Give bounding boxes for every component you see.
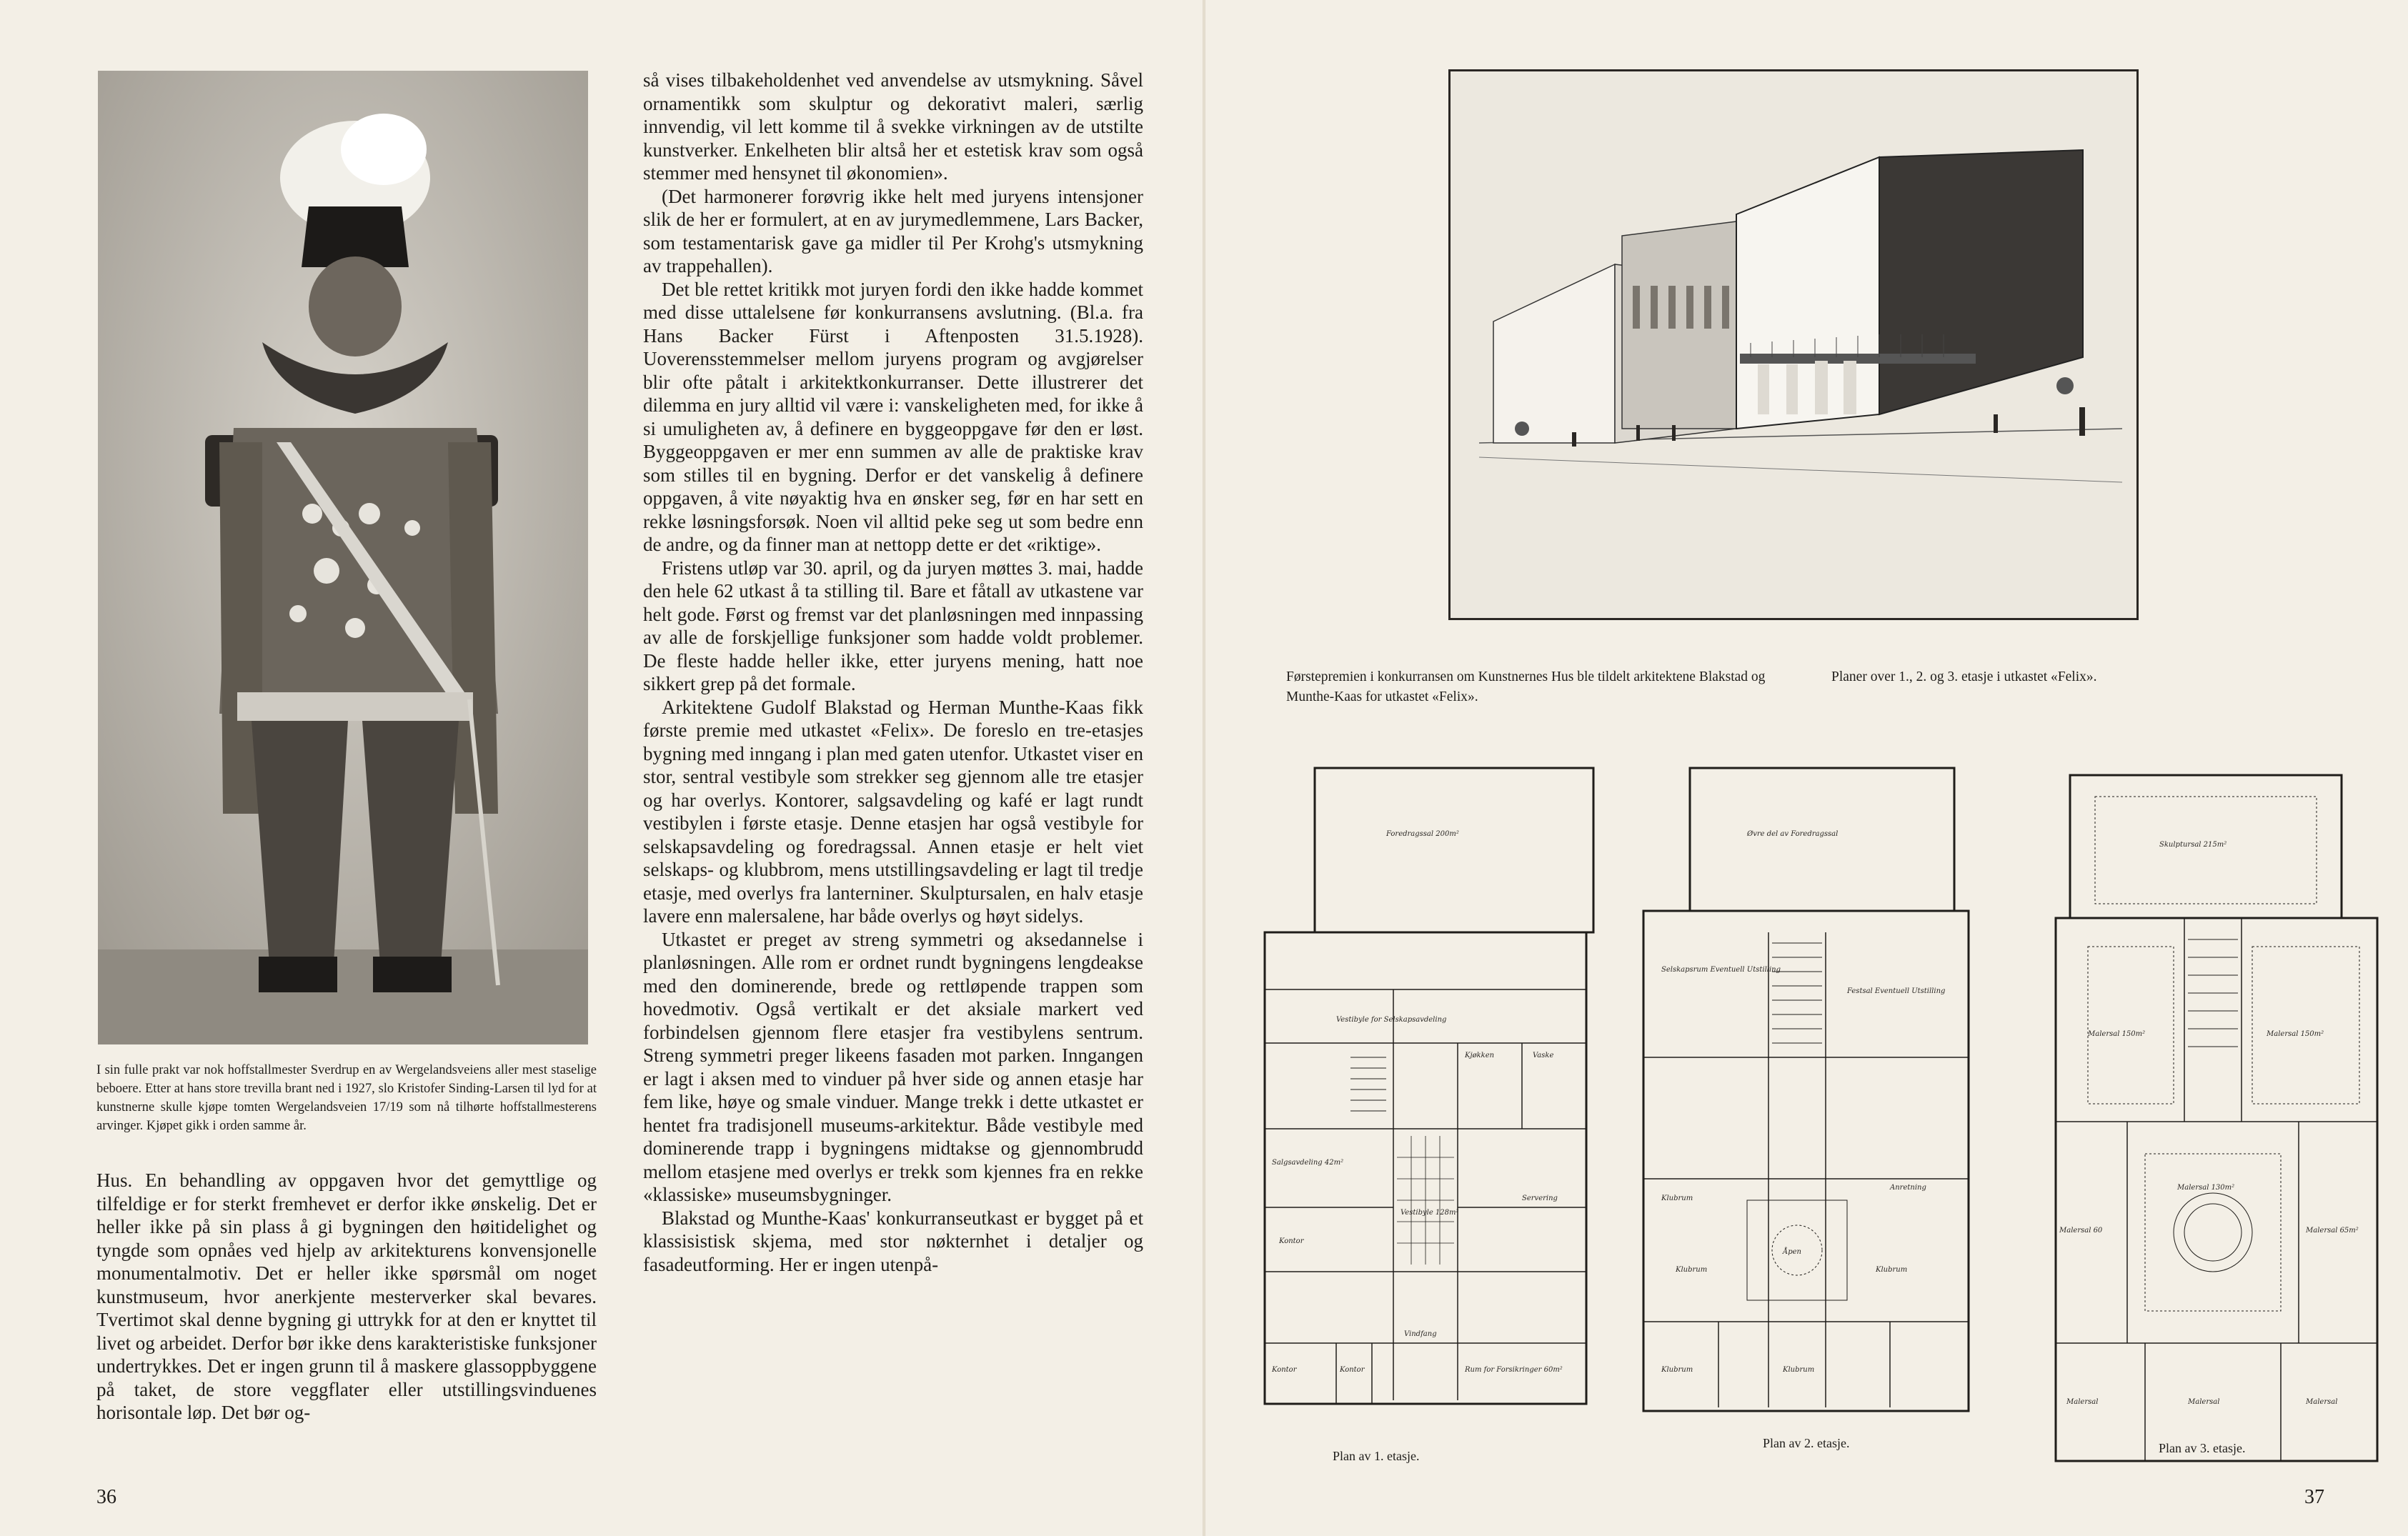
plan2-klubrum2-label: Klubrum	[1676, 1266, 1708, 1274]
plan1-kontor3-label: Kontor	[1340, 1366, 1365, 1374]
plan3-malersal4-label: Malersal 65m²	[2306, 1227, 2359, 1235]
column2-paragraph: Blakstad og Munthe-Kaas' konkurranseutkast er bygget på et klassisistisk skjema, med stor nøkternhet i detaljer og fasadeutforming. Her er ingen utenpå-	[643, 1207, 1143, 1275]
floor-plan-3	[2045, 768, 2388, 1475]
plan1-rum-label: Rum for Forsikringer 60m²	[1465, 1366, 1563, 1374]
photo-caption-text: I sin fulle prakt var nok hoffstallmester Sverdrup en av Wergelandsveiens aller mest staselige beboere. Etter at hans store trevilla brant ned i 1927, slo Kristofer Sinding-Larsen til lyd for at kunstnerne skulle kjøpe tomten Wergelandsveien 17/19 som nå tilhørte hoffstallmesterens arvinger. Kjøpet gikk i orden samme år.	[96, 1063, 597, 1133]
plan1-vestibyle-label: Vestibyle 128m²	[1400, 1209, 1459, 1217]
plan2-ovre-del-label: Øvre del av Foredragssal	[1747, 830, 1839, 838]
architectural-rendering	[1448, 69, 2139, 620]
plan3-malersal5-label: Malersal	[2066, 1398, 2099, 1406]
spread-gutter	[1203, 0, 1205, 1536]
plan1-vaske-label: Vaske	[1533, 1052, 1554, 1059]
column2-paragraph: Utkastet er preget av streng symmetri og aksedannelse i planløsningen. Alle rom er ordnet rundt bygningens lengdeakse med den dominerende, brede og rettløpende trappen som hovedmotiv. Også vertikalt er det aksiale markert ved forbindelsen gjennom flere etasjer fra vestibylens sentrum. Streng symmetri preger likeens fasaden mot parken. Inngangen er lagt i aksen med to vinduer på hver side og annen etasje har fem like, høye og smale vinduer. Mange trekk i dette utkastet er hentet fra tradisjonell museums-arkitektur. Både vestibyle med dominerende trapp i bygningens midtakse og gjennombrudd mellom etasjene med overlys er trekk som kjennes fra en rekke «klassiske» museumsbygninger.	[643, 928, 1143, 1205]
plan3-malersal3-label: Malersal 60	[2059, 1227, 2103, 1235]
column2-paragraph: (Det harmonerer forøvrig ikke helt med juryens intensjoner slik de her er formulert, at en av jurymedlemmene, Lars Backer, som testamentarisk gave ga midler til Per Krohg's utsmykning av trappehallen).	[643, 185, 1143, 276]
plan2-anretning-label: Anretning	[1890, 1184, 1926, 1192]
plan3-malersal6-label: Malersal	[2188, 1398, 2220, 1406]
plan3-malersal7-label: Malersal	[2306, 1398, 2338, 1406]
floor-plan-2	[1633, 757, 1990, 1507]
plan1-servering-label: Servering	[1522, 1195, 1558, 1202]
plan2-selskapsrom-label: Selskapsrum Eventuell Utstilling	[1661, 966, 1781, 974]
photo-caption	[96, 1061, 597, 1135]
plan1-foredragssal-label: Foredragssal 200m²	[1386, 830, 1459, 838]
column2-paragraph: Det ble rettet kritikk mot juryen fordi den ikke hadde kommet med disse uttalelsene før konkurransens avslutning. (Bl.a. fra Hans Backer Fürst i Aftenposten 31.5.1928). Uoverensstemmelser mellom juryens program og avgjørelser blir ofte påtalt i arkitektkonkurranser. Dette illustrerer det dilemma en jury alltid vil være i: vanskeligheten med, for ikke å si umuligheten av, å definere en byggeoppgave før den er løst. Byggeoppgaven er mer enn summen av alle de praktiske krav som stilles til en bygning. Derfor er det vanskelig å definere oppgaven, å vite nøyaktig hva en ønsker seg, før en har sett en rekke løsningsforsøk. Noen vil alltid peke seg ut som bedre enn de andre, og da finner man at nettopp dette er det «riktige».	[643, 278, 1143, 555]
page-number-left: 36	[96, 1486, 116, 1508]
plan3-malersal-c-label: Malersal 130m²	[2177, 1184, 2235, 1192]
plan-caption-3: Plan av 3. etasje.	[2159, 1441, 2246, 1455]
plan-caption-1: Plan av 1. etasje.	[1333, 1449, 1420, 1463]
column2-paragraph: Fristens utløp var 30. april, og da juryen møttes 3. mai, hadde den hele 62 utkast å ta stilling til. Bare et fåtall av utkastene var helt gode. Først og fremst var det planløsningen med innpassing av alle de forskjellige funksjoner som hadde voldt problemer. De fleste hadde heller ikke, etter juryens mening, hatt noe sikkert grep på det formale.	[643, 557, 1143, 694]
plan1-vindfang-label: Vindfang	[1404, 1330, 1437, 1338]
column2-paragraph: Arkitektene Gudolf Blakstad og Herman Munthe-Kaas fikk første premie med utkastet «Felix». De foreslo en tre-etasjes bygning med inngang i plan med gaten utenfor. Utkastet viser en stor, sentral vestibyle som strekker seg gjennom alle tre etasjer og har overlys. Kontorer, salgsavdeling og kafé er lagt rundt vestibylen i første etasje. Denne etasjen har også vestibyle for selskapsavdeling og foredragssal. Annen etasje er helt viet selskaps- og klubbrom, mens utstillingsavdeling er lagt til tredje etasje, med overlys fra lanterniner. Skulptursalen, en halv etasje lavere enn malersalene, har både overlys og høyt sidelys.	[643, 696, 1143, 927]
plan2-apen-label: Åpen	[1783, 1248, 1801, 1256]
rendering-caption-text: Førstepremien i konkurransen om Kunstnernes Hus ble tildelt arkitektene Blakstad og Munthe-Kaas for utkastet «Felix».	[1286, 669, 1766, 704]
plan2-klubrum3-label: Klubrum	[1876, 1266, 1908, 1274]
column2-paragraph: så vises tilbakeholdenhet ved anvendelse av utsmykning. Såvel ornamentikk som skulptur og dekorativt maleri, særlig innvendig, vil lett komme til å svekke virkningen av de utstilte kunstverker. Enkelheten blir altså her et estetisk krav som også stemmer med hensynet til økonomien».	[643, 69, 1143, 184]
floor-plan-1	[1250, 757, 1601, 1407]
page-number-right: 37	[2304, 1486, 2324, 1508]
plan-caption-2: Plan av 2. etasje.	[1763, 1436, 1850, 1450]
rendering-caption	[1286, 667, 1786, 707]
plan2-klubrum5-label: Klubrum	[1783, 1366, 1815, 1374]
plan2-klubrum1-label: Klubrum	[1661, 1195, 1693, 1202]
plan1-kontor1-label: Kontor	[1279, 1237, 1304, 1245]
plan1-kontor2-label: Kontor	[1272, 1366, 1297, 1374]
text-column-2	[643, 69, 1143, 1276]
plan2-festsal-label: Festsal Eventuell Utstilling	[1847, 987, 1946, 995]
plan3-malersal1-label: Malersal 150m²	[2088, 1030, 2146, 1038]
plan2-klubrum4-label: Klubrum	[1661, 1366, 1693, 1374]
plan1-vestibyle-selskap-label: Vestibyle for Selskapsavdeling	[1336, 1016, 1447, 1024]
text-column-1	[96, 1169, 597, 1425]
plan1-salgsavdeling-label: Salgsavdeling 42m²	[1272, 1159, 1344, 1167]
column1-paragraph: Hus. En behandling av oppgaven hvor det gemyttlige og tilfeldige er for sterkt fremhevet er derfor ikke ønskelig. Det er heller ikke på sin plass å gi bygningen den høitidelighet og tyngde som opnåes ved hjelp av arkitekturens konvensjonelle monumentalmotiv. Det er heller ikke spørsmål om noget kunstmuseum, hvor anerkjente mesterverker skal bevares. Tvertimot skal denne bygning gi uttrykk for at den er knyttet til livet og arbeidet. Derfor bør ikke dens karakteristiske funksjoner undertrykkes. Det er ingen grunn til å maskere glassoppbyggene på taket, de store veggflater eller utstillingsvinduenes horisontale løp. Det bør og-	[96, 1170, 597, 1423]
plan3-skulptursal-label: Skulptursal 215m²	[2159, 841, 2227, 849]
portrait-photo	[98, 71, 588, 1044]
plan3-malersal2-label: Malersal 150m²	[2267, 1030, 2324, 1038]
plans-caption: Planer over 1., 2. og 3. etasje i utkastet «Felix».	[1831, 669, 2097, 684]
plan1-kjokken-label: Kjøkken	[1465, 1052, 1495, 1059]
